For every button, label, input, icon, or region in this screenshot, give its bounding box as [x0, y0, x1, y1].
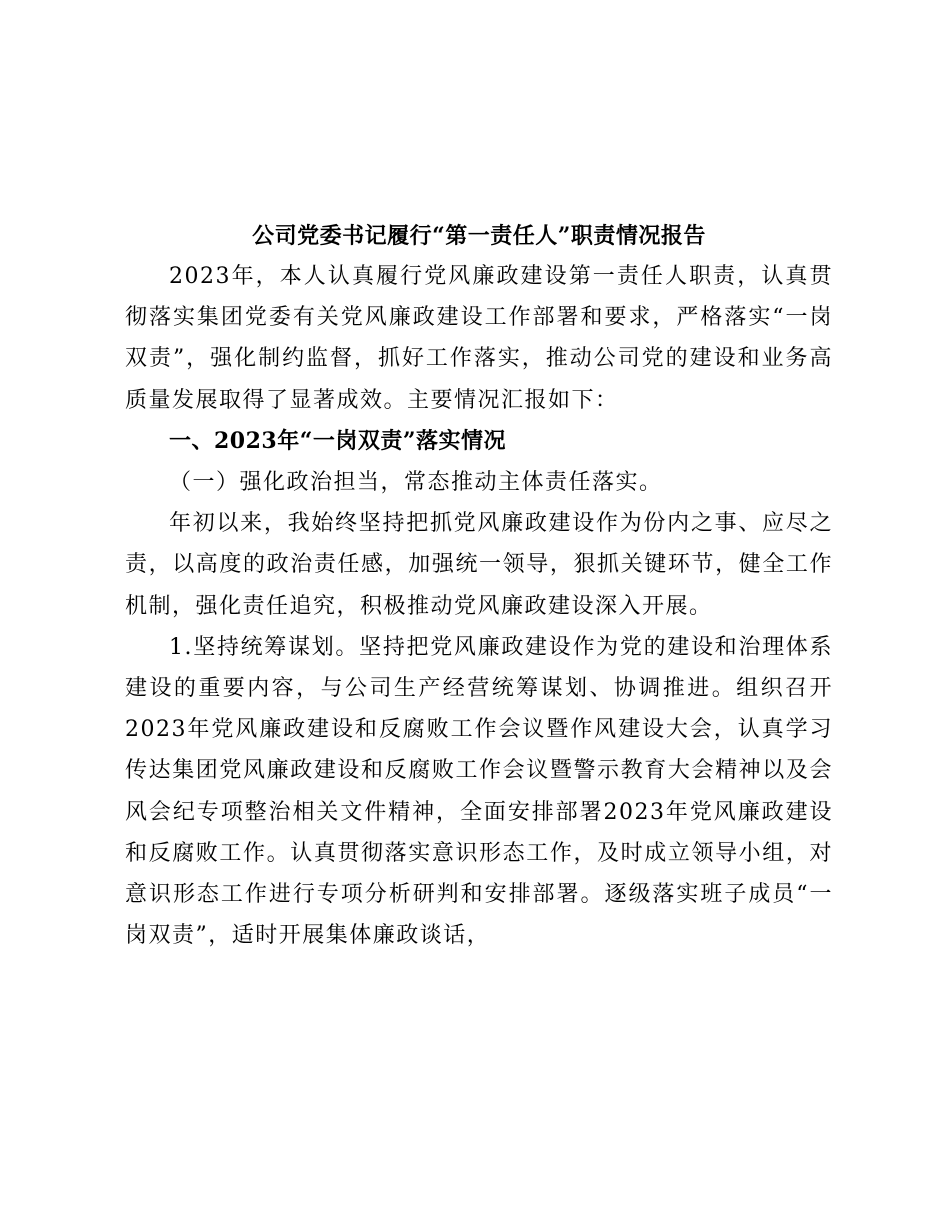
- document-page: [125, 218, 833, 956]
- subsection-1-paragraph: 年初以来，我始终坚持把抓党风廉政建设作为份内之事、应尽之责，以高度的政治责任感，加强统一领导，狠抓关键环节，健全工作机制，强化责任追究，积极推动党风廉政建设深入开展。: [125, 511, 833, 619]
- point-1-paragraph: 1.坚持统筹谋划。坚持把党风廉政建设作为党的建设和治理体系建设的重要内容，与公司生产经营统筹谋划、协调推进。组织召开2023年党风廉政建设和反腐败工作会议暨作风建设大会，认真学习传达集团党风廉政建设和反腐败工作会议暨警示教育大会精神以及会风会纪专项整治相关文件精神，全面安排部署2023年党风廉政建设和反腐败工作。认真贯彻落实意识形态工作，及时成立领导小组，对意识形态工作进行专项分析研判和安排部署。逐级落实班子成员“一岗双责”，适时开展集体廉政谈话，: [125, 634, 833, 949]
- section-heading-1: 一、2023年“一岗双责”落实情况: [169, 427, 507, 454]
- intro-paragraph: 2023年，本人认真履行党风廉政建设第一责任人职责，认真贯彻落实集团党委有关党风廉政建设工作部署和要求，严格落实“一岗双责”，强化制约监督，抓好工作落实，推动公司党的建设和业务高质量发展取得了显著成效。主要情况汇报如下：: [125, 264, 833, 413]
- document-title: 公司党委书记履行“第一责任人”职责情况报告: [252, 223, 706, 249]
- subsection-heading-1: （一）强化政治担当，常态推动主体责任落实。: [169, 470, 663, 496]
